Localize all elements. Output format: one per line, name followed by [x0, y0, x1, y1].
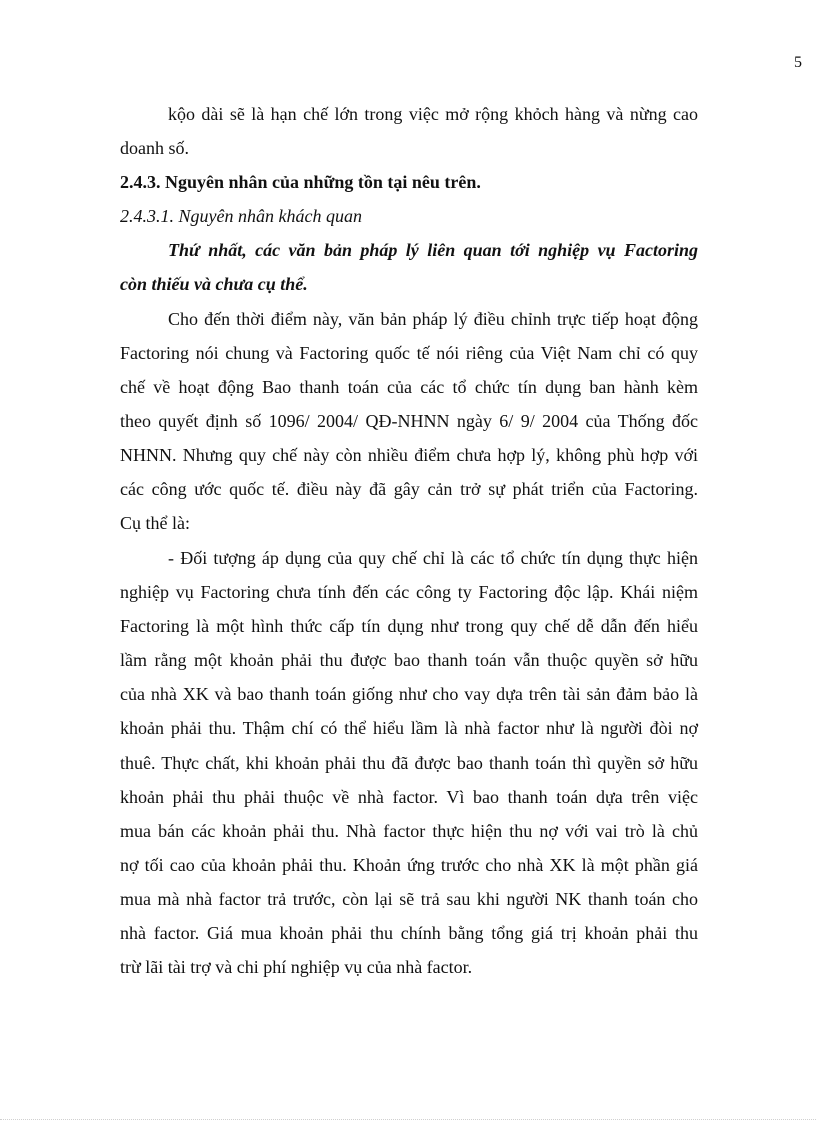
text-line: Cụ thể là:	[120, 513, 190, 533]
text-line: các công ước quốc tế. điều này đã gây cản trở sự phát triển của Factoring.	[120, 479, 698, 499]
text-line: lầm rằng một khoản phải thu được bao thanh toán vẫn thuộc quyền sở hữu	[120, 650, 698, 670]
text-line: mua bán các khoản phải thu. Nhà factor thực hiện thu nợ với vai trò là chủ	[120, 821, 698, 841]
footer-divider	[0, 1119, 816, 1120]
text-line: - Đối tượng áp dụng của quy chế chỉ là các tổ chức tín dụng thực hiện	[168, 548, 698, 568]
text-line: trừ lãi tài trợ và chi phí nghiệp vụ của nhà factor.	[120, 957, 473, 977]
page-number: 5	[794, 54, 802, 71]
text-line: Factoring nói chung và Factoring quốc tế nói riêng của Việt Nam chỉ có quy	[120, 343, 698, 363]
section-heading: 2.4.3. Nguyên nhân của những tồn tại nêu trên.	[120, 172, 481, 192]
text-line: khoản phải thu. Thậm chí có thể hiểu lầm là nhà factor như là người đòi nợ	[120, 718, 698, 738]
emphasis-line: còn thiếu và chưa cụ thể.	[120, 274, 308, 294]
text-line: NHNN. Nhưng quy chế này còn nhiều điểm chưa hợp lý, không phù hợp với	[120, 445, 698, 465]
text-line: theo quyết định số 1096/ 2004/ QĐ-NHNN ngày 6/ 9/ 2004 của Thống đốc	[120, 411, 698, 431]
text-line: nợ tối cao của khoản phải thu. Khoản ứng trước cho nhà XK là một phần giá	[120, 855, 698, 875]
text-line: kộo dài sẽ là hạn chế lớn trong việc mở rộng khỏch hàng và nừng cao	[168, 104, 698, 124]
text-line: thuê. Thực chất, khi khoản phải thu đã được bao thanh toán thì quyền sở hữu	[120, 753, 698, 773]
subsection-heading: 2.4.3.1. Nguyên nhân khách quan	[120, 206, 362, 226]
emphasis-line: Thứ nhất, các văn bản pháp lý liên quan tới nghiệp vụ Factoring	[168, 240, 698, 260]
text-line: mua mà nhà factor trả trước, còn lại sẽ trả sau khi người NK thanh toán cho	[120, 889, 698, 909]
text-line: của nhà XK và bao thanh toán giống như cho vay dựa trên tài sản đảm bảo là	[120, 684, 698, 704]
text-line: chế về hoạt động Bao thanh toán của các tổ chức tín dụng ban hành kèm	[120, 377, 698, 397]
text-line: nhà factor. Giá mua khoản phải thu chính bằng tổng giá trị khoản phải thu	[120, 923, 698, 943]
text-line: Cho đến thời điểm này, văn bản pháp lý điều chỉnh trực tiếp hoạt động	[168, 309, 698, 329]
text-line: nghiệp vụ Factoring chưa tính đến các công ty Factoring độc lập. Khái niệm	[120, 582, 698, 602]
text-line: doanh số.	[120, 138, 189, 158]
text-line: Factoring là một hình thức cấp tín dụng như trong quy chế dễ dẫn đến hiểu	[120, 616, 698, 636]
text-line: khoản phải thu phải thuộc về nhà factor. Vì bao thanh toán dựa trên việc	[120, 787, 698, 807]
